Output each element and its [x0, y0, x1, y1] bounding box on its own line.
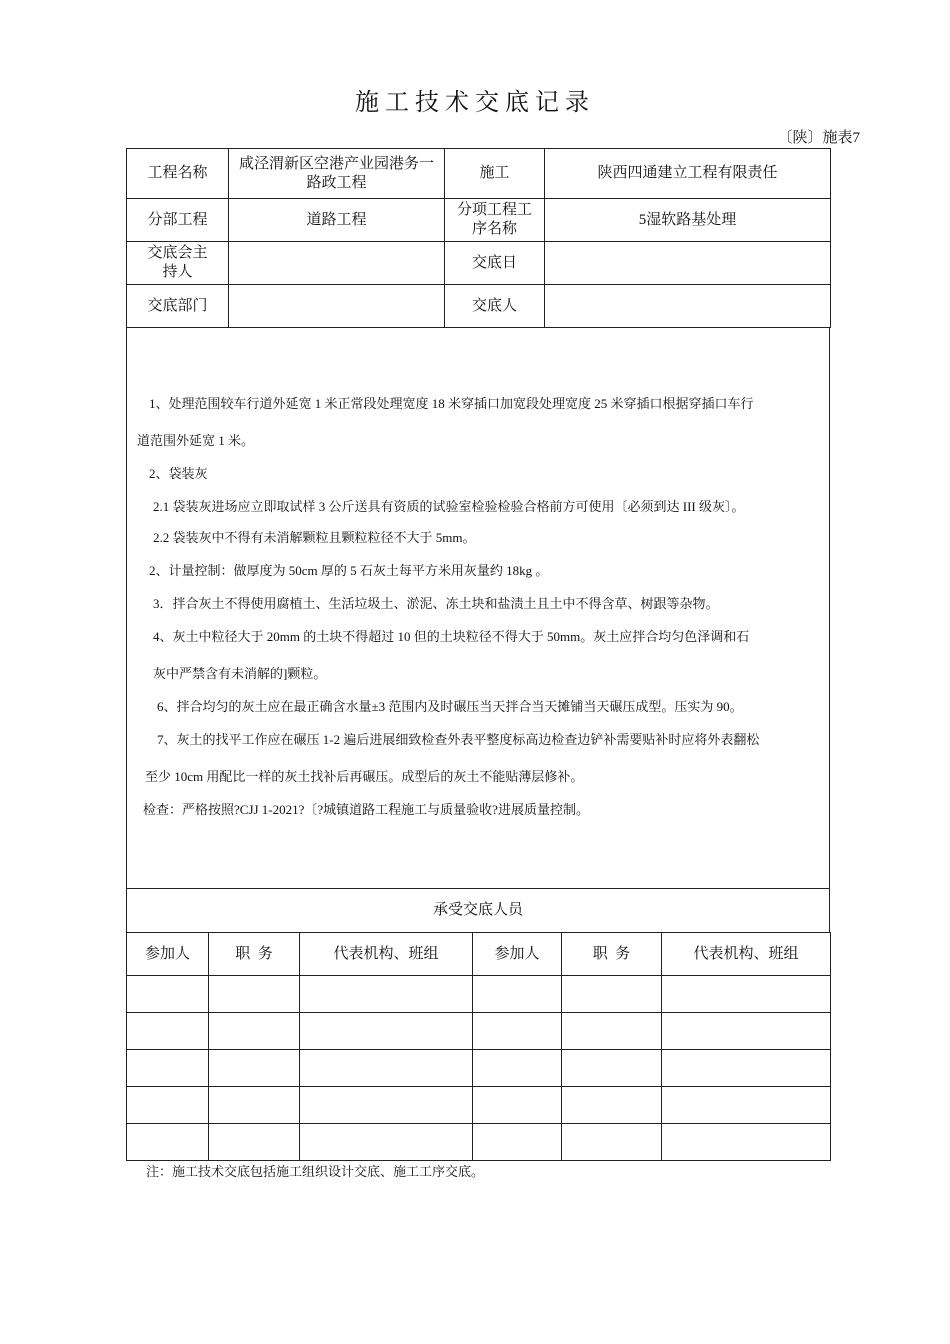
- table-cell: [662, 1087, 831, 1124]
- table-cell: [300, 1087, 473, 1124]
- content-line: 2.2 袋装灰中不得有未消解颗粒且颗粒粒径不大于 5mm。: [153, 530, 476, 545]
- footnote: 注：施工技术交底包括施工组织设计交底、施工工序交底。: [146, 1164, 485, 1179]
- table-cell: [209, 1050, 300, 1087]
- page-title: 施工技术交底记录: [355, 88, 595, 116]
- table-cell: [127, 1087, 209, 1124]
- table-cell: [209, 1087, 300, 1124]
- table-cell: [473, 976, 562, 1013]
- content-line: 灰中严禁含有未消解的]颗粒。: [153, 666, 327, 681]
- table-row: [127, 976, 831, 1013]
- project-name-value: 咸泾渭新区空港产业园港务一路政工程: [229, 149, 445, 199]
- acknowledgement-title: 承受交底人员: [126, 888, 830, 933]
- content-line: 6、拌合均匀的灰土应在最正确含水量±3 范围内及时碾压当天拌合当天摊铺当天碾压成型。压实为 90。: [157, 699, 743, 714]
- table-cell: [127, 1124, 209, 1161]
- person-label: 交底人: [445, 285, 545, 328]
- table-cell: [662, 976, 831, 1013]
- table-cell: [473, 1124, 562, 1161]
- table-cell: [473, 1013, 562, 1050]
- table-cell: [662, 1050, 831, 1087]
- column-header: 代表机构、班组: [662, 933, 831, 976]
- table-row: [127, 1013, 831, 1050]
- date-value: [545, 242, 831, 285]
- content-line: 4、灰土中粒径大于 20mm 的土块不得超过 10 但的土块粒径不得大于 50mm。灰土应拌合均匀色泽调和石: [153, 629, 750, 644]
- table-cell: [562, 1050, 662, 1087]
- dept-label: 交底部门: [127, 285, 229, 328]
- content-line: 7、灰土的找平工作应在碾压 1-2 遍后进展细致检查外表平整度标高边检查边铲补需要贴补时应将外表翻松: [157, 732, 760, 747]
- table-row: [127, 1050, 831, 1087]
- table-cell: [662, 1124, 831, 1161]
- table-cell: [473, 1050, 562, 1087]
- table-cell: [300, 1124, 473, 1161]
- sub-project-label: 分部工程: [127, 199, 229, 242]
- construction-label: 施工: [445, 149, 545, 199]
- header-table: [126, 148, 831, 328]
- table-cell: [300, 1050, 473, 1087]
- sub-project-value: 道路工程: [229, 199, 445, 242]
- signature-table: [126, 932, 831, 1161]
- content-line: 道范围外延宽 1 米。: [137, 433, 255, 448]
- table-cell: [562, 976, 662, 1013]
- column-header: 代表机构、班组: [300, 933, 473, 976]
- table-cell: [209, 1124, 300, 1161]
- table-cell: [300, 976, 473, 1013]
- content-line: 2.1 袋装灰进场应立即取试样 3 公斤送具有资质的试验室检验检验合格前方可使用〔必须到达 III 级灰〕。: [153, 499, 745, 514]
- column-header: 职 务: [209, 933, 300, 976]
- table-cell: [562, 1124, 662, 1161]
- content-line: 至少 10cm 用配比一样的灰土找补后再碾压。成型后的灰土不能贴薄层修补。: [145, 769, 584, 784]
- table-cell: [662, 1013, 831, 1050]
- table-row: [127, 1087, 831, 1124]
- content-line: 2、计量控制：做厚度为 50cm 厚的 5 石灰土每平方米用灰量约 18kg 。: [149, 563, 549, 578]
- item-value: 5湿软路基处理: [545, 199, 831, 242]
- table-cell: [209, 976, 300, 1013]
- date-label: 交底日: [445, 242, 545, 285]
- person-value: [545, 285, 831, 328]
- content-line: 检查：严格按照?CJJ 1-2021?〔?城镇道路工程施工与质量验收?进展质量控制。: [143, 802, 589, 817]
- table-cell: [562, 1013, 662, 1050]
- content-line: 1、处理范围较车行道外延宽 1 米正常段处理宽度 18 米穿插口加宽段处理宽度 25 米穿插口根据穿插口车行: [149, 396, 754, 411]
- dept-value: [229, 285, 445, 328]
- table-cell: [473, 1087, 562, 1124]
- host-label: 交底会主持人: [127, 242, 229, 285]
- column-header: 参加人: [127, 933, 209, 976]
- content-line: 3．拌合灰土不得使用腐植土、生活垃圾土、淤泥、冻土块和盐渍土且土中不得含草、树跟等杂物。: [153, 596, 719, 611]
- disclosure-content: [126, 327, 830, 888]
- table-cell: [209, 1013, 300, 1050]
- table-row: [127, 1124, 831, 1161]
- table-cell: [127, 1050, 209, 1087]
- table-cell: [300, 1013, 473, 1050]
- form-code: 〔陕〕施表7: [777, 130, 860, 146]
- host-value: [229, 242, 445, 285]
- column-header: 参加人: [473, 933, 562, 976]
- item-label: 分项工程工序名称: [445, 199, 545, 242]
- project-name-label: 工程名称: [127, 149, 229, 199]
- table-cell: [127, 1013, 209, 1050]
- construction-value: 陕西四通建立工程有限责任: [545, 149, 831, 199]
- column-header: 职 务: [562, 933, 662, 976]
- table-cell: [127, 976, 209, 1013]
- table-cell: [562, 1087, 662, 1124]
- content-line: 2、袋装灰: [149, 466, 208, 481]
